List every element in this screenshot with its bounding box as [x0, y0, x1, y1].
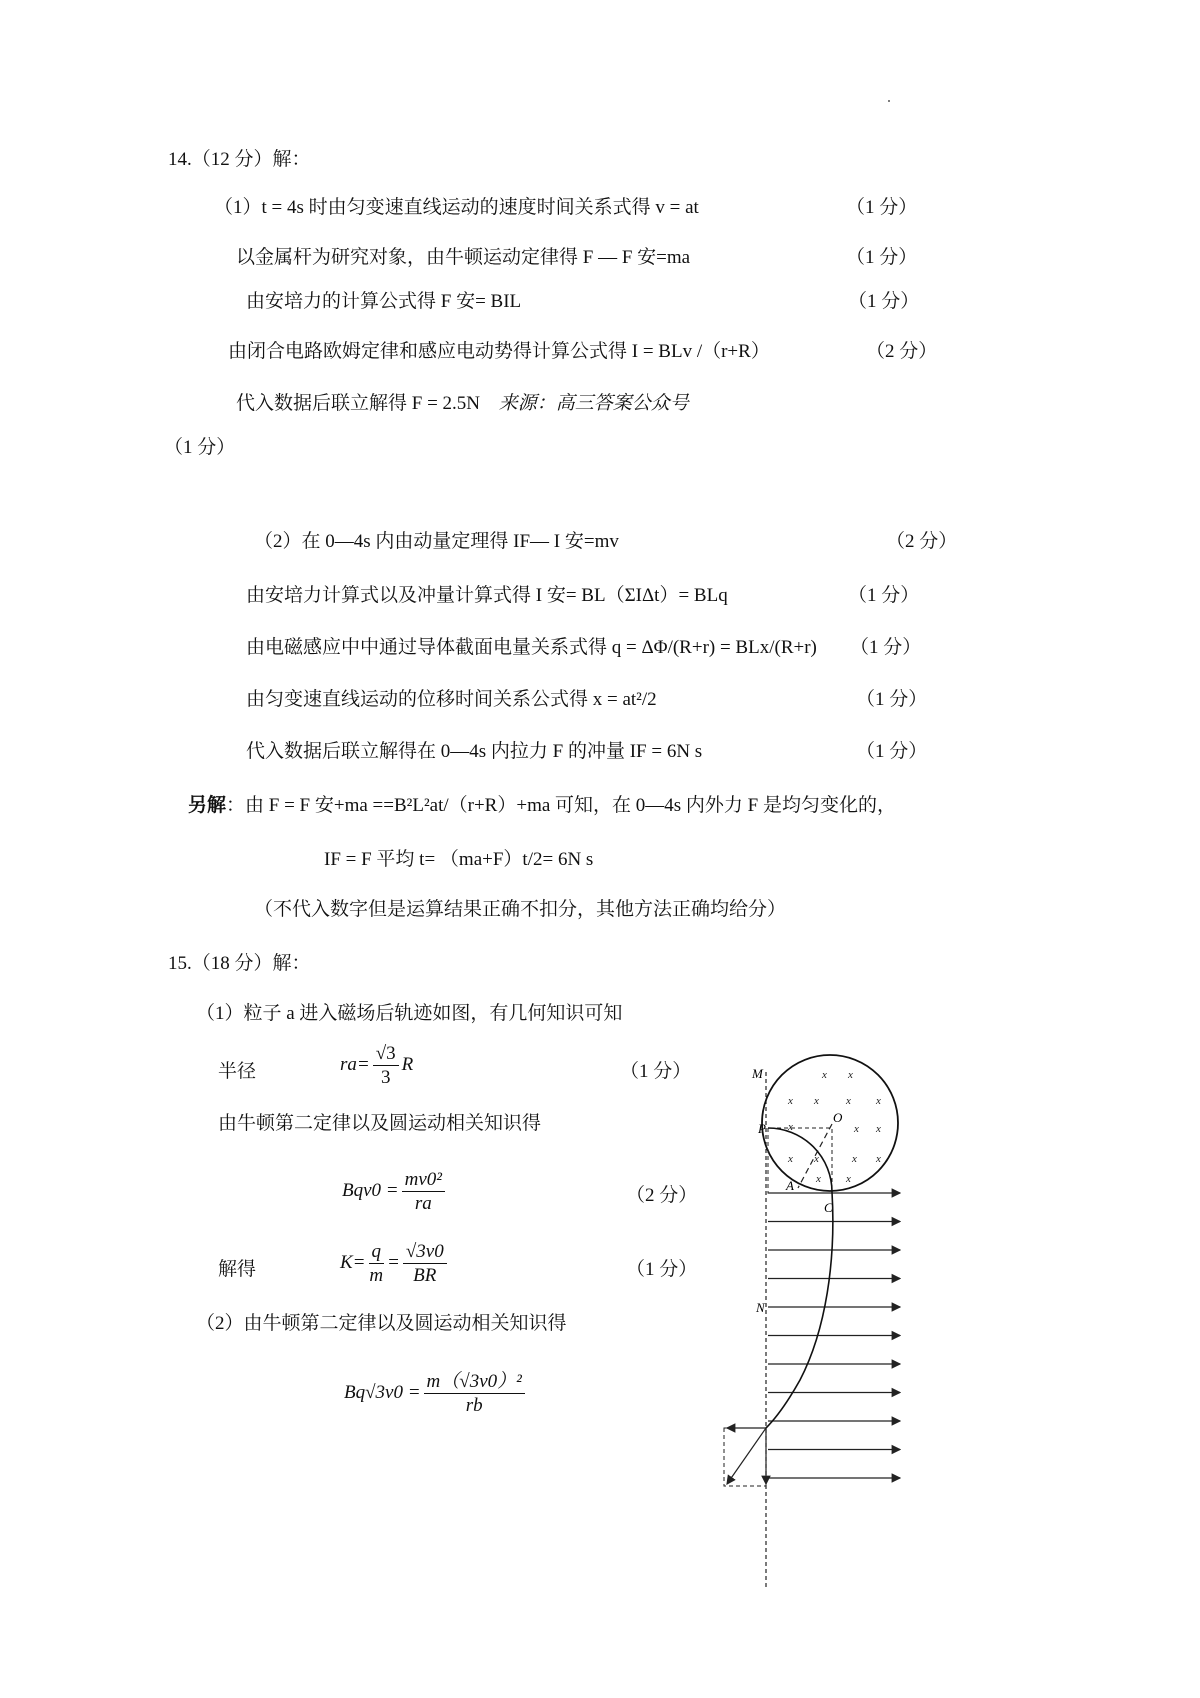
- eq2-fraction-1: [369, 1242, 385, 1285]
- radius-rhs: R: [401, 1053, 414, 1075]
- p14-score-2: （1 分）: [846, 247, 918, 268]
- p15-score-1: （1 分）: [620, 1061, 692, 1082]
- p14-line-5-score: （1 分）: [164, 437, 236, 458]
- eq3-lhs: Bq√3v0 =: [344, 1381, 421, 1403]
- eq2-num1: q: [369, 1242, 385, 1264]
- alt-solution-line-1: [188, 796, 896, 815]
- p14-score-8: （1 分）: [850, 637, 922, 658]
- label-N: N: [756, 1300, 765, 1315]
- p14-line-8: 由电磁感应中中通过导体截面电量关系式得 q = ΔΦ/(R+r) = BLx/(R+r): [246, 637, 817, 658]
- eq3: [344, 1372, 528, 1415]
- grading-note: （不代入数字但是运算结果正确不扣分，其他方法正确均给分）: [254, 899, 787, 920]
- field-x-mark: x: [788, 1095, 793, 1107]
- radius-den: 3: [380, 1067, 391, 1088]
- eq1: [342, 1170, 448, 1213]
- field-x-mark: x: [852, 1153, 857, 1165]
- radius-fraction: [373, 1044, 399, 1087]
- eq2-den2: BR: [413, 1265, 437, 1286]
- eq2-equals: =: [387, 1251, 400, 1273]
- alt-solution-label: 另解: [188, 794, 227, 816]
- p14-line-5: [236, 394, 689, 413]
- alt-solution-text: ：由 F = F 安+ma ==B²L²at/（r+R）+ma 可知，在 0—4s 内外力 F 是均匀变化的，: [226, 795, 896, 816]
- field-x-mark: x: [788, 1153, 793, 1165]
- field-marks: [787, 1069, 881, 1185]
- electric-field-lines: [768, 1193, 900, 1478]
- p14-line-2: 以金属杆为研究对象，由牛顿运动定律得 F — F 安=ma: [236, 247, 691, 268]
- label-O: O: [833, 1110, 843, 1125]
- radius-formula: [340, 1044, 413, 1087]
- field-x-mark: x: [816, 1173, 821, 1185]
- field-x-mark: x: [822, 1069, 827, 1081]
- field-x-mark: x: [876, 1153, 881, 1165]
- field-x-mark: x: [876, 1123, 881, 1135]
- p14-line-7: 由安培力计算式以及冲量计算式得 I 安= BL（ΣIΔt）= BLq: [246, 585, 728, 606]
- trajectory-figure: [700, 1050, 960, 1610]
- p15-line-1: （1）粒子 a 进入磁场后轨迹如图，有几何知识可知: [196, 1003, 623, 1024]
- eq3-num: m（√3v0）²: [424, 1372, 525, 1394]
- p14-line-6: （2）在 0—4s 内由动量定理得 IF— I 安=mv: [254, 531, 619, 552]
- eq2-fraction-2: [403, 1242, 447, 1285]
- p14-score-10: （1 分）: [856, 741, 928, 762]
- p14-score-4: （2 分）: [866, 341, 938, 362]
- solve-label: 解得: [218, 1259, 257, 1280]
- eq1-fraction: [402, 1170, 445, 1213]
- p14-line-9: 由匀变速直线运动的位移时间关系公式得 x = at²/2: [246, 689, 657, 710]
- radius-num: √3: [373, 1044, 399, 1066]
- field-x-mark: x: [814, 1153, 819, 1165]
- field-x-mark: x: [846, 1173, 851, 1185]
- field-x-mark: x: [814, 1095, 819, 1107]
- p14-line-3: 由安培力的计算公式得 F 安= BIL: [246, 291, 522, 312]
- problem-14-header: 14.（12 分）解：: [168, 149, 311, 170]
- eq2-den1: m: [369, 1265, 384, 1286]
- field-x-mark: x: [854, 1123, 859, 1135]
- radius-label: 半径: [218, 1061, 257, 1082]
- field-x-mark: x: [876, 1095, 881, 1107]
- p15-score-2: （2 分）: [626, 1185, 698, 1206]
- eq2: [340, 1242, 450, 1285]
- p14-line-10: 代入数据后联立解得在 0—4s 内拉力 F 的冲量 IF = 6N s: [246, 741, 703, 762]
- field-x-mark: x: [788, 1121, 793, 1133]
- trajectory-arc: [768, 1128, 832, 1192]
- p14-score-3: （1 分）: [848, 291, 920, 312]
- p14-score-7: （1 分）: [848, 585, 920, 606]
- alt-solution-line-2: IF = F 平均 t= （ma+F）t/2= 6N s: [324, 849, 594, 870]
- label-P: P: [758, 1121, 766, 1136]
- speck: [888, 100, 890, 102]
- eq2-num2: √3v0: [403, 1242, 447, 1264]
- p15-line-3: （2）由牛顿第二定律以及圆运动相关知识得: [196, 1313, 567, 1334]
- radius-lhs: ra=: [340, 1053, 370, 1075]
- field-x-mark: x: [846, 1095, 851, 1107]
- p14-line-4: 由闭合电路欧姆定律和感应电动势得计算公式得 I = BLv /（r+R）: [228, 341, 770, 362]
- problem-15-header: 15.（18 分）解：: [168, 953, 311, 974]
- eq1-lhs: Bqv0 =: [342, 1179, 399, 1201]
- p14-line-5-text: 代入数据后联立解得 F = 2.5N: [236, 393, 481, 414]
- source-note: 来源：高三答案公众号: [498, 393, 689, 414]
- eq1-den: ra: [414, 1193, 432, 1214]
- p15-score-3: （1 分）: [626, 1259, 698, 1280]
- eq1-num: mv0²: [402, 1170, 445, 1192]
- label-A: A: [786, 1178, 794, 1193]
- eq3-fraction: [424, 1372, 525, 1415]
- p14-score-1: （1 分）: [846, 197, 918, 218]
- label-M: M: [752, 1066, 763, 1081]
- p14-score-9: （1 分）: [856, 689, 928, 710]
- label-C: C: [824, 1200, 833, 1215]
- p15-line-2: 由牛顿第二定律以及圆运动相关知识得: [218, 1113, 542, 1134]
- p14-line-1: （1）t = 4s 时由匀变速直线运动的速度时间关系式得 v = at: [214, 197, 699, 218]
- p14-score-6: （2 分）: [886, 531, 958, 552]
- eq3-den: rb: [465, 1395, 483, 1416]
- eq2-lhs: K=: [340, 1251, 366, 1273]
- field-x-mark: x: [848, 1069, 853, 1081]
